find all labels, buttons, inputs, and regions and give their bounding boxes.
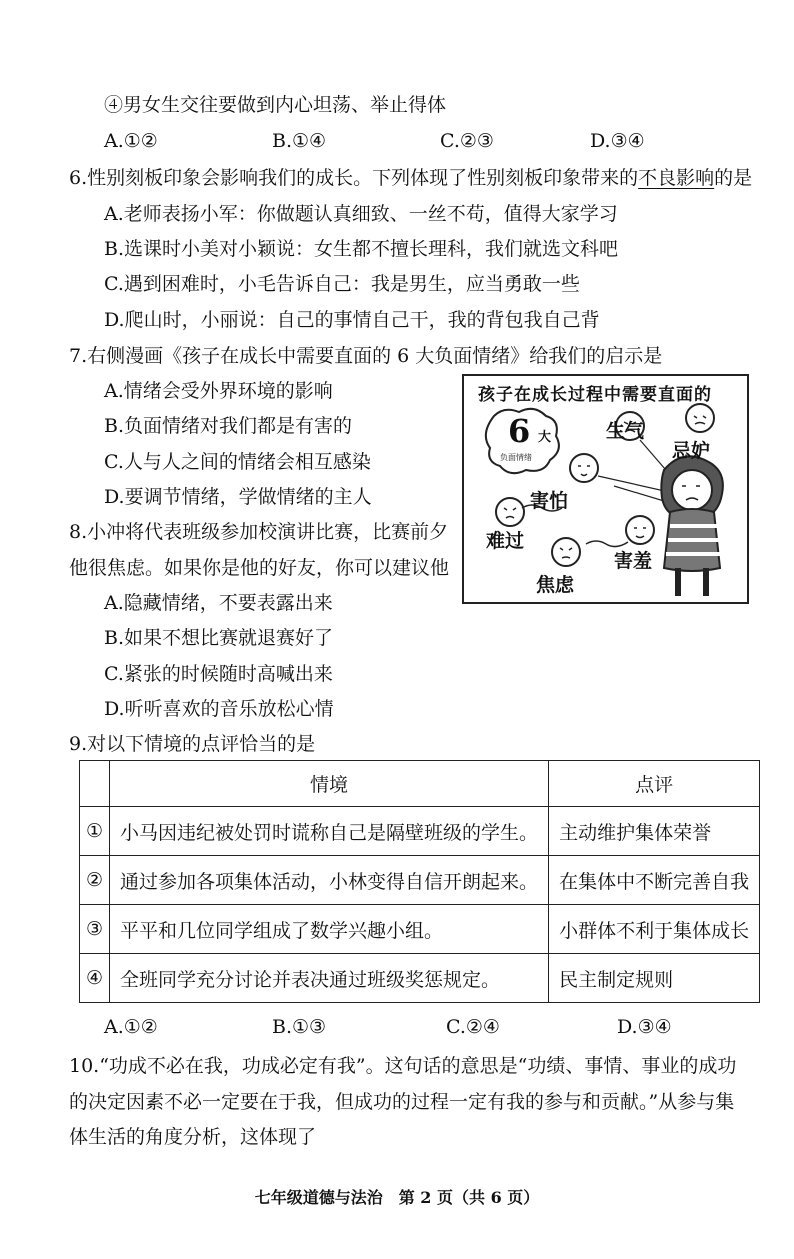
row-comment: 小群体不利于集体成长 [549, 905, 760, 954]
q5-option-c: C.②③ [440, 130, 494, 152]
row-situation: 平平和几位同学组成了数学兴趣小组。 [110, 905, 549, 954]
q9-table [79, 760, 760, 1003]
q9-stem: 9.对以下情境的点评恰当的是 [69, 733, 316, 755]
table-row [80, 954, 760, 1003]
q8-stem-line2: 他很焦虑。如果你是他的好友，你可以建议他 [69, 557, 450, 579]
emotion-sad: 难过 [486, 530, 525, 552]
face-shy [626, 516, 654, 544]
row-comment: 民主制定规则 [549, 954, 760, 1003]
row-index: ① [80, 807, 110, 856]
row-comment: 主动维护集体荣誉 [549, 807, 760, 856]
q9-option-a: A.①② [104, 1016, 158, 1038]
q7-option-d: D.要调节情绪，学做情绪的主人 [104, 486, 372, 508]
emotion-fear: 害怕 [530, 490, 569, 512]
child-figure [661, 456, 724, 596]
q6-stem-after: 的是 [714, 167, 753, 189]
face-sad [496, 498, 524, 526]
q10-line3: 体生活的角度分析，这体现了 [69, 1126, 317, 1148]
cartoon-subtitle: 负面情绪 [500, 453, 532, 462]
q6-option-a: A.老师表扬小军：你做题认真细致、一丝不苟，值得大家学习 [104, 203, 618, 225]
table-header-index [80, 761, 110, 807]
q6-option-d: D.爬山时，小丽说：自己的事情自己干，我的背包我自己背 [104, 309, 600, 331]
q6-stem-underline: 不良影响 [638, 167, 715, 189]
q8-option-b: B.如果不想比赛就退赛好了 [104, 627, 334, 649]
table-header-situation: 情境 [110, 761, 549, 807]
cartoon-drawing [464, 376, 747, 602]
q5-option-b: B.①④ [272, 130, 327, 152]
table-header-row [80, 761, 760, 807]
cartoon-six: 6 [508, 412, 531, 450]
row-comment: 在集体中不断完善自我 [549, 856, 760, 905]
cartoon-da: 大 [538, 430, 552, 445]
q6-stem [69, 165, 752, 191]
q9-option-b: B.①③ [272, 1016, 327, 1038]
row-situation: 通过参加各项集体活动，小林变得自信开朗起来。 [110, 856, 549, 905]
q9-option-c: C.②④ [446, 1016, 500, 1038]
table-row [80, 856, 760, 905]
emotion-angry: 生气 [606, 420, 645, 442]
table-row [80, 807, 760, 856]
face-top-right [686, 404, 714, 432]
emotion-jealous: 忌妒 [672, 440, 711, 462]
row-situation: 全班同学充分讨论并表决通过班级奖惩规定。 [110, 954, 549, 1003]
page-footer: 七年级道德与法治 第 2 页（共 6 页） [254, 1188, 540, 1207]
row-index: ④ [80, 954, 110, 1003]
table-header-comment: 点评 [549, 761, 760, 807]
q8-option-c: C.紧张的时候随时高喊出来 [104, 663, 333, 685]
emotion-shy: 害羞 [614, 550, 653, 572]
q5-item4: ④男女生交往要做到内心坦荡、举止得体 [104, 94, 447, 116]
row-situation: 小马因违纪被处罚时谎称自己是隔壁班级的学生。 [110, 807, 549, 856]
row-index: ② [80, 856, 110, 905]
q5-option-d: D.③④ [590, 130, 645, 152]
q6-option-b: B.选课时小美对小颖说：女生都不擅长理科，我们就选文科吧 [104, 238, 619, 260]
q10-line2: 的决定因素不必一定要在于我，但成功的过程一定有我的参与和贡献。”从参与集 [69, 1091, 735, 1113]
q6-option-c: C.遇到困难时，小毛告诉自己：我是男生，应当勇敢一些 [104, 273, 580, 295]
q7-option-c: C.人与人之间的情绪会相互感染 [104, 451, 371, 473]
q9-option-d: D.③④ [617, 1016, 672, 1038]
face-scared [570, 454, 598, 482]
row-index: ③ [80, 905, 110, 954]
face-anxious [552, 538, 580, 566]
q7-option-b: B.负面情绪对我们都是有害的 [104, 415, 353, 437]
table-row [80, 905, 760, 954]
q7-option-a: A.情绪会受外界环境的影响 [104, 380, 333, 402]
emotion-anxious: 焦虑 [536, 574, 575, 596]
cartoon-title: 孩子在成长过程中需要直面的 [478, 385, 712, 405]
q6-stem-before: 6.性别刻板印象会影响我们的成长。下列体现了性别刻板印象带来的 [69, 167, 639, 189]
q7-stem: 7.右侧漫画《孩子在成长中需要直面的 6 大负面情绪》给我们的启示是 [69, 345, 663, 367]
q8-option-a: A.隐藏情绪，不要表露出来 [104, 592, 333, 614]
q10-line1: 10.“功成不必在我，功成必定有我”。这句话的意思是“功绩、事情、事业的成功 [69, 1055, 737, 1077]
q8-option-d: D.听听喜欢的音乐放松心情 [104, 698, 334, 720]
emotion-cartoon [462, 374, 749, 604]
q8-stem-line1: 8.小冲将代表班级参加校演讲比赛，比赛前夕 [69, 521, 449, 543]
q5-option-a: A.①② [104, 130, 158, 152]
